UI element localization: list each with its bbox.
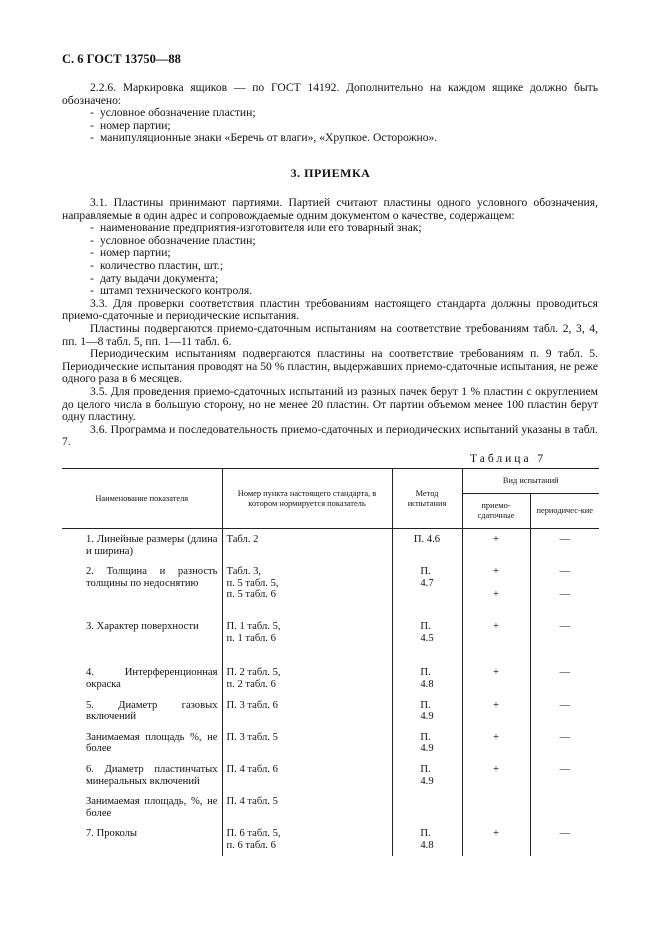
cell-indicator-name [62,727,222,759]
cell-clause: Табл. 2 [222,529,392,562]
periodic-mark: — [559,589,571,601]
cell-clause: П. 3 табл. 5 [222,727,392,759]
method-text: П. 4.7 [420,566,434,589]
paragraph-2-2-6: 2.2.6. Маркировка ящиков — по ГОСТ 14192. Дополнительно на каждом ящике должно быть обозначено: [62,81,598,107]
cell-acceptance [462,727,530,759]
cell-method [392,662,462,694]
cell-acceptance [462,561,530,616]
paragraph-3-3-b: Пластины подвергаются приемо-сдаточным испытаниям на соответствие требованиям табл. 2, 3, 4, пп. 1—8 табл. 5, пп. 1—11 табл. 6. [62,321,598,348]
cell-acceptance [462,823,530,855]
cell-clause: П. 4 табл. 5 [222,791,392,823]
list-item: - условное обозначение пластин; [62,107,598,120]
table-row [62,662,599,694]
list-item: - наименование предприятия-изготовителя или его товарный знак; [62,222,598,235]
cell-acceptance [462,791,530,823]
method-text: П. 4.5 [420,621,434,644]
periodic-mark: — [559,731,571,743]
list-item: - штамп технического контроля. [62,285,598,298]
cell-clause: П. 1 табл. 5, п. 1 табл. 6 [222,616,392,662]
table-label: Таблица 7 [470,453,547,465]
section-title: 3. ПРИЕМКА [290,166,371,180]
acceptance-mark: + [493,699,499,711]
header-acceptance: приемо-сдаточные [462,494,530,529]
list-item: - манипуляционные знаки «Беречь от влаги», «Хрупкое. Осторожно». [62,132,598,145]
cell-method [392,616,462,662]
cell-indicator-name [62,695,222,727]
list-item: - номер партии; [62,120,598,133]
cell-periodic [530,561,599,616]
cell-clause: Табл. 3, п. 5 табл. 5, п. 5 табл. 6 [222,561,392,616]
paragraph-3-3: 3.3. Для проверки соответствия пластин требованиям настоящего стандарта должны проводиться приемо-сдаточные и периодические испытания. [62,296,598,323]
cell-clause: П. 2 табл. 5, п. 2 табл. 6 [222,662,392,694]
paragraph-3-4: Периодическим испытаниям подвергаются пластины на соответствие требованиям п. 9 табл. 5. Периодические испытания проводят на 50 % пластин, выдержавших приемо-сдаточные испытания, не реже одного раза в 6 месяцев. [62,347,598,386]
cell-periodic [530,727,599,759]
acceptance-mark: + [493,828,499,840]
acceptance-mark: + [493,763,499,775]
method-text: П. 4.9 [420,731,434,755]
paragraph-3-1: 3.1. Пластины принимают партиями. Партией считают пластины одного условного обозначения, направляемые в один адрес и сопровождаемые одним документом о качестве, содержащем: [62,196,598,222]
header-method: Метод испытания [392,469,462,529]
list-item: - номер партии; [62,247,598,260]
paragraph-3-6: 3.6. Программа и последовательность приемо-сдаточных и периодических испытаний указаны в табл. 7. [62,422,598,449]
periodic-mark: — [559,566,571,578]
cell-acceptance [462,616,530,662]
document-contents-list [62,222,598,298]
cell-acceptance [462,759,530,791]
cell-acceptance [462,695,530,727]
header-name: Наименование показателя [62,469,222,529]
indicator-name-text: 7. Проколы [86,828,138,840]
method-text: П. 4.9 [420,699,434,723]
table-row [62,727,599,759]
cell-method [392,695,462,727]
table-row [62,823,599,855]
table-7 [62,468,599,856]
acceptance-mark: + [493,667,499,679]
periodic-mark: — [559,621,571,633]
cell-method [392,759,462,791]
method-text: П. 4.9 [420,763,434,787]
acceptance-mark: + [493,589,499,601]
indicator-name-text: 5. Диаметр газовых включений [86,699,218,723]
cell-clause: П. 4 табл. 6 [222,759,392,791]
cell-indicator-name [62,616,222,662]
cell-indicator-name [62,529,222,562]
table-row [62,791,599,823]
cell-clause: П. 6 табл. 5, п. 6 табл. 6 [222,823,392,855]
list-item: - условное обозначение пластин; [62,235,598,248]
periodic-mark: — [559,667,571,679]
cell-acceptance [462,662,530,694]
cell-periodic [530,529,599,562]
acceptance-block [62,197,598,449]
list-item: - количество пластин, шт.; [62,260,598,273]
acceptance-mark: + [493,566,499,578]
cell-indicator-name [62,662,222,694]
cell-method [392,823,462,855]
cell-periodic [530,791,599,823]
page-header: С. 6 ГОСТ 13750—88 [62,52,181,66]
header-periodic: периодичес-кие [530,494,599,529]
table-row [62,529,599,562]
indicator-name-text: 1. Линейные размеры (длина и ширина) [86,534,218,557]
cell-indicator-name [62,759,222,791]
indicator-name-text: Занимаемая площадь %, не более [86,731,218,755]
acceptance-mark: + [493,534,499,545]
cell-periodic [530,759,599,791]
indicator-name-text: 2. Толщина и разность толщины по недоснятию [86,566,218,589]
acceptance-mark: + [493,731,499,743]
cell-periodic [530,616,599,662]
marking-list [62,107,598,145]
cell-method [392,727,462,759]
table-row [62,759,599,791]
paragraph-3-5: 3.5. Для проведения приемо-сдаточных испытаний из разных пачек берут 1 % пластин с округлением до целого числа в большую сторону, но не менее 20 пластин. От партии объемом менее 100 пластин берут одну пластину. [62,384,598,424]
cell-periodic [530,695,599,727]
method-text: П. 4.8 [420,828,434,851]
list-item: - дату выдачи документа; [62,273,598,286]
header-kind: Вид испытаний [462,469,599,494]
cell-periodic [530,823,599,855]
cell-periodic [530,662,599,694]
acceptance-mark: + [493,621,499,633]
cell-indicator-name [62,791,222,823]
cell-method [392,529,462,562]
cell-indicator-name [62,561,222,616]
header-clause: Номер пункта настоящего стандарта, в котором нормируется показатель [222,469,392,529]
cell-acceptance [462,529,530,562]
periodic-mark: — [559,534,571,545]
marking-block [62,82,598,145]
method-text: П. 4.6 [413,534,441,545]
method-text: П. 4.8 [420,667,434,690]
table-row [62,695,599,727]
indicator-name-text: 3. Характер поверхности [86,621,199,633]
cell-method [392,561,462,616]
indicator-name-text: 4. Интерференционная окраска [86,667,218,690]
indicator-name-text: 6. Диаметр пластинчатых минеральных включений [86,763,218,787]
periodic-mark: — [559,699,571,711]
table-row [62,616,599,662]
periodic-mark: — [559,828,571,840]
indicator-name-text: Занимаемая площадь, %, не более [86,796,218,819]
cell-clause: П. 3 табл. 6 [222,695,392,727]
table-row [62,561,599,616]
periodic-mark: — [559,763,571,775]
table-body [62,529,599,856]
cell-indicator-name [62,823,222,855]
cell-method [392,791,462,823]
